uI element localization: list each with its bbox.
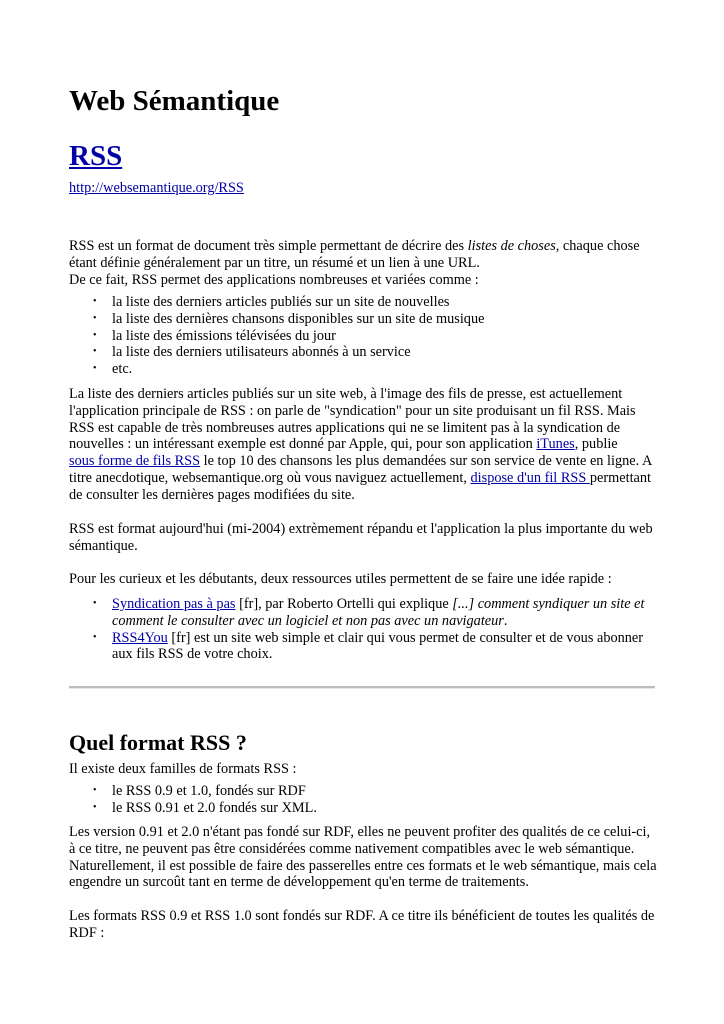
resources-intro: Pour les curieux et les débutants, deux ressources utiles permettent de se faire une idée rapide : xyxy=(69,571,612,587)
source-url xyxy=(69,180,244,197)
resource-end: . xyxy=(503,612,508,629)
section-heading: Quel format RSS ? xyxy=(69,730,247,755)
resource-quote: [...] comment syndiquer un site et comment le consulter avec un logiciel et non pas avec un navigateur xyxy=(112,596,645,629)
intro-paragraph xyxy=(69,238,657,288)
list-item: • la liste des dernières chansons disponibles sur un site de musique xyxy=(69,311,657,328)
intro-text-3: De ce fait, RSS permet des applications nombreuses et variées comme : xyxy=(69,271,479,288)
list-item: • etc. xyxy=(69,361,657,378)
intro-text-1: RSS est un format de document très simple permettant de décrire des xyxy=(69,238,468,254)
itunes-link[interactable]: iTunes xyxy=(536,436,575,453)
intro-text-2: , chaque chose étant définie généralement par un titre, un résumé et un lien à une URL. xyxy=(69,238,640,271)
section-divider xyxy=(69,686,655,689)
list-item: • la liste des derniers utilisateurs abonnés à un service xyxy=(69,344,657,361)
resources-list xyxy=(69,596,657,663)
usage-paragraph: RSS est format aujourd'hui (mi-2004) extrèmement répandu et l'application la plus importante du web sémantique. xyxy=(69,521,653,554)
resource-text: [fr] est un site web simple et clair qui vous permet de consulter et de vous abonner aux fils RSS de votre choix. xyxy=(112,629,644,663)
para2-text-3: le top 10 des chansons les plus demandées sur son service de vente en ligne. A titre anecdotique, websemantique.org où vous naviguez actuellement, xyxy=(69,453,652,486)
rss-heading xyxy=(69,139,122,173)
formats-intro: Il existe deux familles de formats RSS : xyxy=(69,761,297,777)
list-item: • la liste des émissions télévisées du jour xyxy=(69,328,657,345)
rdf-paragraph: Les formats RSS 0.9 et RSS 1.0 sont fondés sur RDF. A ce titre ils bénéficient de toutes les qualités de RDF : xyxy=(69,908,655,941)
list-item: • le RSS 0.9 et 1.0, fondés sur RDF xyxy=(69,783,657,800)
source-url-link[interactable]: http://websemantique.org/RSS xyxy=(69,180,244,196)
formats-paragraph: Les version 0.91 et 2.0 n'étant pas fondé sur RDF, elles ne peuvent profiter des qualités de ce celui-ci, à ce titre, ne peuvent pas être considérées comme nativement compatibles avec le web sémantique. Naturellement, il est possible de faire des passerelles entre ces formats et le web sémantique, mais cela engendre un surcoût tant en terme de développement qu'en terme de traitements. xyxy=(69,824,657,891)
para2-text-4: permettant de consulter les dernières pages modifiées du site. xyxy=(69,469,652,503)
formats-list xyxy=(69,783,657,817)
resource-item xyxy=(69,596,657,630)
rss-heading-link[interactable]: RSS xyxy=(69,140,123,172)
syndication-paragraph xyxy=(69,386,657,504)
resource-text: [fr], par Roberto Ortelli qui explique xyxy=(235,596,453,612)
intro-emphasis: listes de choses xyxy=(467,238,556,254)
para2-text-1: La liste des derniers articles publiés sur un site web, à l'image des fils de presse, est actuellement l'application principale de RSS : on parle de "syndication" pour un site produisant un fil RSS. Mais RSS est capable de très nombreuses autres applications qui ne se limitent pas à la syndication de nouvelles : un intéressant exemple est donné par Apple, qui, pour son application xyxy=(69,386,636,453)
applications-list xyxy=(69,294,657,378)
para2-text-2: , publie xyxy=(574,436,618,453)
syndication-link[interactable]: Syndication pas à pas xyxy=(112,596,236,612)
resource-item xyxy=(69,630,657,664)
site-feed-link[interactable]: dispose d'un fil RSS xyxy=(470,469,590,486)
list-item: • le RSS 0.91 et 2.0 fondés sur XML. xyxy=(69,800,657,817)
page-title: Web Sémantique xyxy=(69,85,280,117)
list-item: • la liste des derniers articles publiés sur un site de nouvelles xyxy=(69,294,657,311)
rss4you-link[interactable]: RSS4You xyxy=(112,629,168,646)
rss-feeds-link[interactable]: sous forme de fils RSS xyxy=(69,453,201,470)
